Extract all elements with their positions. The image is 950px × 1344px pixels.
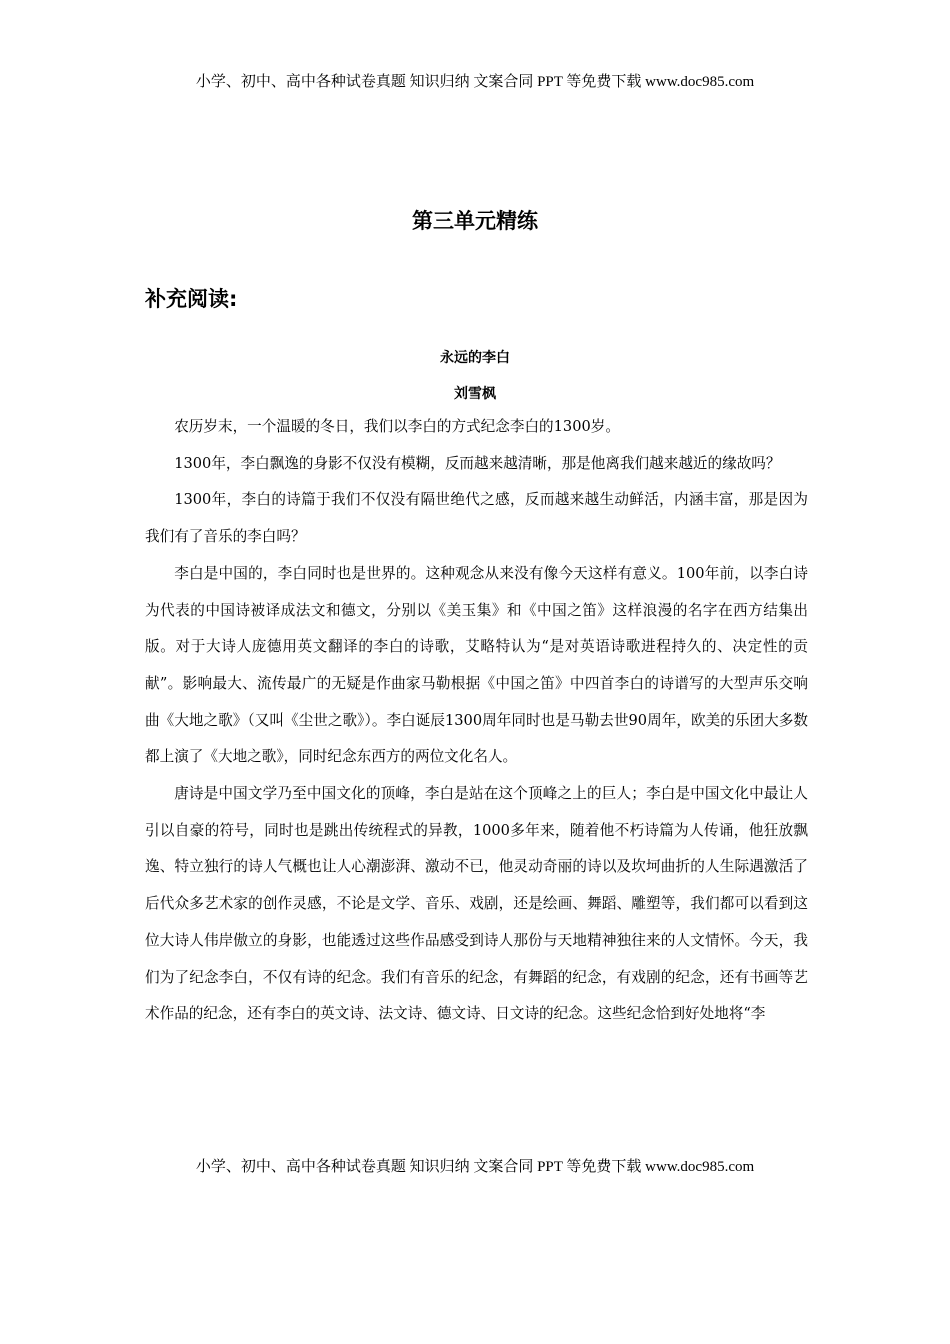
paragraph: 李白是中国的，李白同时也是世界的。这种观念从来没有像今天这样有意义。100年前，以李白诗为代表的中国诗被译成法文和德文，分别以《美玉集》和《中国之笛》这样浪漫的名字在西方结集出版。对于大诗人庞德用英文翻译的李白的诗歌，艾略特认为“是对英语诗歌进程持久的、决定性的贡献”。影响最大、流传最广的无疑是作曲家马勒根据《中国之笛》中四首李白的诗谱写的大型声乐交响曲《大地之歌》（又叫《尘世之歌》）。李白诞辰1300周年同时也是马勒去世90周年，欧美的乐团大多数都上演了《大地之歌》，同时纪念东西方的两位文化名人。 [145, 564, 808, 766]
article-body [145, 409, 808, 1033]
paragraph: 农历岁末，一个温暖的冬日，我们以李白的方式纪念李白的1300岁。 [174, 418, 620, 435]
paragraph: 唐诗是中国文学乃至中国文化的顶峰，李白是站在这个顶峰之上的巨人；李白是中国文化中最让人引以自豪的符号，同时也是跳出传统程式的异教，1000多年来，随着他不朽诗篇为人传诵，他狂放飘逸、特立独行的诗人气概也让人心潮澎湃、激动不已，他灵动奇丽的诗以及坎坷曲折的人生际遇激活了后代众多艺术家的创作灵感，不论是文学、音乐、戏剧，还是绘画、舞蹈、雕塑等，我们都可以看到这位大诗人伟岸傲立的身影，也能透过这些作品感受到诗人那份与天地精神独往来的人文情怀。今天，我们为了纪念李白，不仅有诗的纪念。我们有音乐的纪念，有舞蹈的纪念，有戏剧的纪念，还有书画等艺术作品的纪念，还有李白的英文诗、法文诗、德文诗、日文诗的纪念。这些纪念恰到好处地将“李 [145, 785, 808, 1023]
page-footer: 小学、初中、高中各种试卷真题 知识归纳 文案合同 PPT 等免费下载 www.doc985.com [195, 1159, 755, 1175]
section-label: 补充阅读: [145, 287, 238, 311]
paragraph: 1300年，李白飘逸的身影不仅没有模糊，反而越来越清晰，那是他离我们越来越近的缘故吗？ [174, 454, 781, 472]
article-author: 刘雪枫 [454, 386, 496, 402]
article-title: 永远的李白 [440, 350, 510, 366]
unit-title: 第三单元精练 [412, 209, 538, 233]
page-header: 小学、初中、高中各种试卷真题 知识归纳 文案合同 PPT 等免费下载 www.doc985.com [195, 74, 755, 90]
paragraph: 1300年，李白的诗篇于我们不仅没有隔世绝代之感，反而越来越生动鲜活，内涵丰富，那是因为我们有了音乐的李白吗？ [145, 491, 808, 546]
